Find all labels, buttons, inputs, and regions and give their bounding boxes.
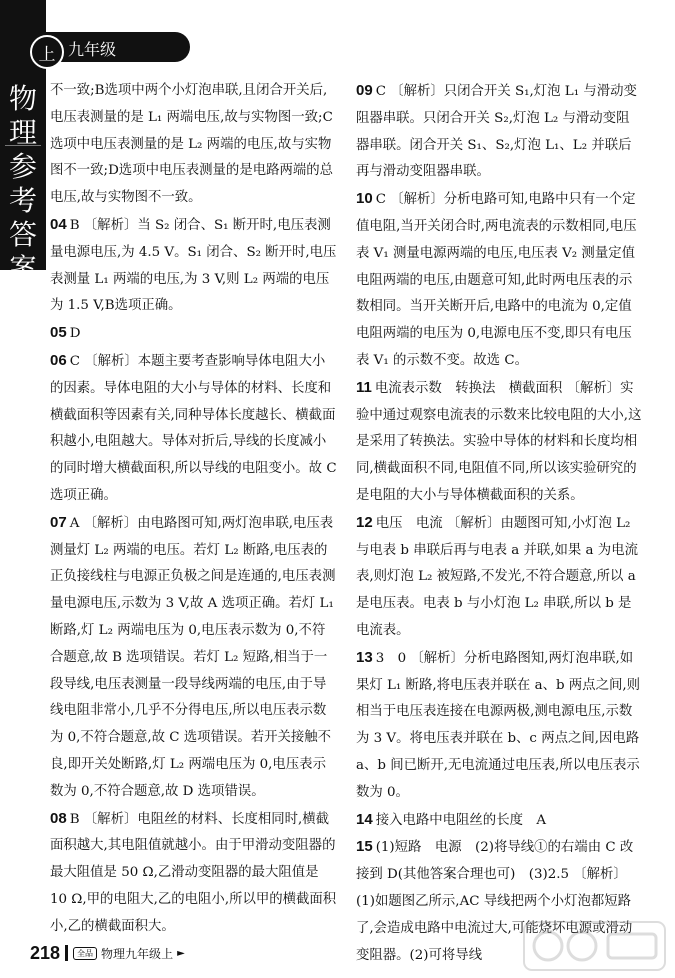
answer-item bbox=[50, 212, 338, 320]
question-number: 07 bbox=[50, 513, 67, 531]
question-number: 08 bbox=[50, 809, 67, 827]
answer-item bbox=[50, 806, 338, 941]
answer-text: 3 0 〔解析〕分析电路图知,两灯泡串联,如果灯 L₁ 断路,将电压表并联在 a、b 两点之间,则相当于电压表连接在电源两极,测电源电压,示数为 3 V。将电压表并联在 b、c 两点之间,因电路 a、b 间已断开,无电流通过电压表,所以电压表示数为 0。 bbox=[356, 650, 640, 800]
answer-text: B 〔解析〕当 S₂ 闭合、S₁ 断开时,电压表测量电源电压,为 4.5 V。S₁ 闭合、S₂ 断开时,电压表测量 L₁ 两端的电压,为 3 V,则 L₂ 两端的电压为 1.5 V,B选项正确。 bbox=[50, 217, 337, 314]
watermark-logo bbox=[522, 920, 667, 972]
question-number: 10 bbox=[356, 190, 373, 208]
section-char: 案 bbox=[8, 252, 37, 285]
answer-text: D bbox=[69, 326, 81, 342]
question-number: 06 bbox=[50, 351, 67, 369]
answer-item bbox=[356, 510, 642, 645]
question-number: 12 bbox=[356, 513, 373, 531]
answer-item bbox=[356, 375, 642, 510]
question-number: 04 bbox=[50, 215, 67, 233]
answer-text: (1)短路 电源 (2)将导线①的右端由 C 改接到 D(其他答案合理也可) (3)2.5 〔解析〕(1)如题图乙所示,AC 导线把两个小灯泡都短路了,会造成电路中电流过大,可能烧坏电源或滑动变阻器。(2)可将导线 bbox=[356, 840, 634, 963]
question-number: 15 bbox=[356, 838, 373, 856]
answer-text: 接入电路中电阻丝的长度 A bbox=[375, 812, 547, 828]
section-char: 参 bbox=[8, 150, 37, 183]
answer-text: B 〔解析〕电阻丝的材料、长度相同时,横截面积越大,其电阻值就越小。由于甲滑动变阻器的最大阻值是 50 Ω,乙滑动变阻器的最大阻值是 10 Ω,甲的电阻大,乙的电阻小,所以甲的横截面积小,乙的横截面积大。 bbox=[50, 811, 337, 934]
answer-text: 不一致;B选项中两个小灯泡串联,且闭合开关后,电压表测量的是 L₁ 两端电压,故与实物图一致;C选项中电压表测量的是 L₂ 两端的电压,故与实物图不一致;D选项中电压表测量的是电路两端的总电压,故与实物图不一致。 bbox=[50, 83, 334, 206]
series-logo: 全品 bbox=[73, 947, 97, 960]
answer-item bbox=[356, 807, 642, 835]
semester-mark: 上 bbox=[161, 946, 174, 961]
question-number: 14 bbox=[356, 810, 373, 828]
question-number: 11 bbox=[356, 378, 372, 396]
section-char: 答 bbox=[8, 218, 37, 251]
answer-text: A 〔解析〕由电路图可知,两灯泡串联,电压表测量灯 L₂ 两端的电压。若灯 L₂ 断路,电压表的正负接线柱与电源正负极之间是连通的,电压表测量电源电压,示数为 3 V,故 A 选项正确。若灯 L₁ 断路,灯 L₂ 两端电压为 0,电压表示数为 0,不符合题意,故 B 选项错误。若灯 L₂ 短路,相当于一段导线,电压表测量一段导线两端的电压,由于导线电阻非常小,几乎不分得电压,所以电压表示数为 0,不符合题意,故 C 选项错误。若开关接触不良,即开关处断路,灯 L₂ 两端电压为 0,电压表示数为 0,不符合题意,故 D 选项错误。 bbox=[50, 515, 336, 799]
answer-text: C 〔解析〕本题主要考查影响导体电阻大小的因素。导体电阻的大小与导体的材料、长度和横截面积等因素有关,同种导体长度越长、横截面积越小,电阻越大。导体对折后,导线的长度减小的同时增大横截面积,所以导线的电阻变小。故 C 选项正确。 bbox=[50, 353, 337, 503]
subject-char: 物 bbox=[8, 82, 37, 115]
question-number: 13 bbox=[356, 648, 373, 666]
page-number: 218 bbox=[30, 942, 61, 963]
semester-badge: 上 bbox=[30, 35, 64, 69]
answer-text: C 〔解析〕分析电路可知,电路中只有一个定值电阻,当开关闭合时,两电流表的示数相同,电压表 V₁ 测量电源两端的电压,电压表 V₂ 测量定值电阻两端的电压,由题意可知,此时两电压表的示数相同。当开关断开后,电路中的电流为 0,定值电阻两端的电压为 0,电源电压不变,即只有电压表 V₁ 的示数不变。故选 C。 bbox=[356, 192, 637, 368]
question-number: 05 bbox=[50, 324, 67, 342]
grade-label: 九年级 bbox=[68, 40, 117, 59]
answer-item bbox=[50, 320, 338, 348]
footer-divider bbox=[65, 945, 68, 961]
subject-char: 理 bbox=[8, 116, 37, 149]
right-column bbox=[356, 78, 642, 969]
answer-item bbox=[356, 186, 642, 375]
answer-text: 电压 电流 〔解析〕由题图可知,小灯泡 L₂ 与电表 b 串联后再与电表 a 并联,如果 a 为电流表,则灯泡 L₂ 被短路,不发光,不符合题意,所以 a 是电压表。电表 b 与小灯泡 L₂ 串联,所以 b 是电流表。 bbox=[356, 515, 638, 638]
subject-label bbox=[5, 82, 41, 150]
answer-text: C 〔解析〕只闭合开关 S₁,灯泡 L₁ 与滑动变阻器串联。只闭合开关 S₂,灯泡 L₂ 与滑动变阻器串联。闭合开关 S₁、S₂,灯泡 L₁、L₂ 并联后再与滑动变阻器串联。 bbox=[356, 84, 637, 180]
page-footer bbox=[30, 942, 185, 964]
answer-item bbox=[50, 78, 338, 212]
answer-key-label bbox=[5, 150, 41, 286]
answer-item bbox=[50, 348, 338, 510]
arrow-icon: ► bbox=[177, 947, 185, 959]
answer-item bbox=[356, 645, 642, 807]
answer-text: 电流表示数 转换法 横截面积 〔解析〕实验中通过观察电流表的示数来比较电阻的大小,这是采用了转换法。实验中导体的材料和长度均相同,横截面积不同,电阻值不同,所以该实验研究的是电阻的大小与导体横截面积的关系。 bbox=[356, 380, 642, 503]
answer-item bbox=[50, 510, 338, 806]
section-char: 考 bbox=[8, 184, 37, 217]
left-column bbox=[50, 78, 338, 941]
answer-item bbox=[356, 78, 642, 186]
book-title: 物理九年级 bbox=[101, 946, 162, 961]
question-number: 09 bbox=[356, 82, 373, 99]
